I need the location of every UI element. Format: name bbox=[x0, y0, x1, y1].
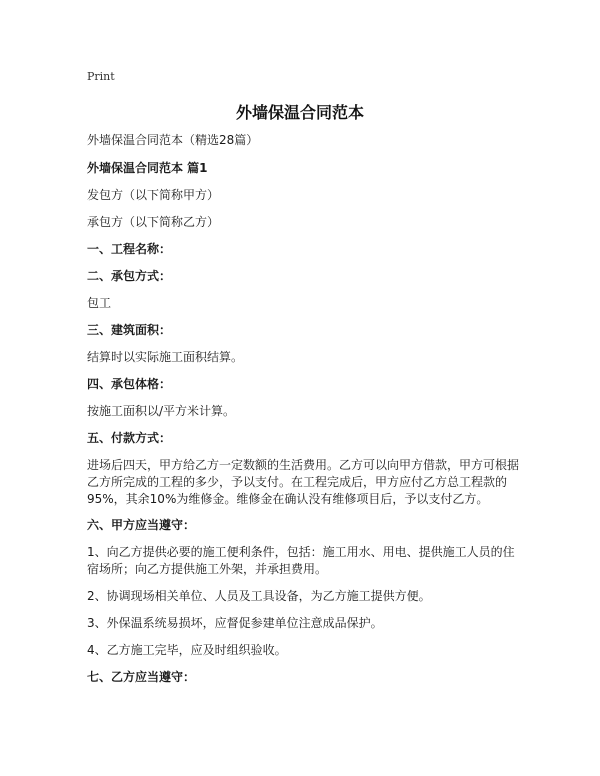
duty-item-1-line-1: 1、向乙方提供必要的施工便利条件，包括：施工用水、用电、提供施工人员的住 bbox=[87, 545, 515, 559]
heading-party-a-duties: 六、甲方应当遵守： bbox=[87, 518, 196, 532]
payment-line-1: 进场后四天，甲方给乙方一定数额的生活费用。乙方可以向甲方借款，甲方可根据 bbox=[87, 458, 520, 472]
contract-method-text: 包工 bbox=[87, 296, 112, 310]
heading-payment: 五、付款方式： bbox=[87, 431, 172, 445]
heading-contract-price: 四、承包体格： bbox=[87, 377, 172, 391]
heading-party-b-duties: 七、乙方应当遵守： bbox=[87, 670, 196, 684]
party-b-line: 承包方（以下简称乙方） bbox=[87, 215, 220, 229]
heading-contract-method: 二、承包方式： bbox=[87, 269, 172, 283]
heading-project-name: 一、工程名称： bbox=[87, 242, 172, 256]
party-a-line: 发包方（以下简称甲方） bbox=[87, 188, 220, 202]
payment-line-2: 乙方所完成的工程的多少，予以支付。在工程完成后，甲方应付乙方总工程款的 bbox=[87, 475, 508, 489]
heading-building-area: 三、建筑面积： bbox=[87, 323, 172, 337]
duty-item-3: 3、外保温系统易损坏，应督促参建单位注意成品保护。 bbox=[87, 616, 383, 630]
duty-item-2: 2、协调现场相关单位、人员及工具设备，为乙方施工提供方便。 bbox=[87, 589, 431, 603]
contract-price-text: 按施工面积以/平方米计算。 bbox=[87, 404, 236, 418]
duty-item-1-line-2: 宿场所；向乙方提供施工外架，并承担费用。 bbox=[87, 562, 328, 576]
duty-item-4: 4、乙方施工完毕，应及时组织验收。 bbox=[87, 643, 287, 657]
section-heading: 外墙保温合同范本 篇1 bbox=[87, 161, 208, 175]
document-subtitle: 外墙保温合同范本（精选28篇） bbox=[87, 133, 259, 147]
building-area-text: 结算时以实际施工面积结算。 bbox=[87, 350, 244, 364]
payment-line-3: 95%，其余10%为维修金。维修金在确认没有维修项目后，予以支付乙方。 bbox=[87, 492, 489, 506]
print-label[interactable]: Print bbox=[87, 70, 115, 83]
document-title: 外墙保温合同范本 bbox=[235, 103, 364, 122]
